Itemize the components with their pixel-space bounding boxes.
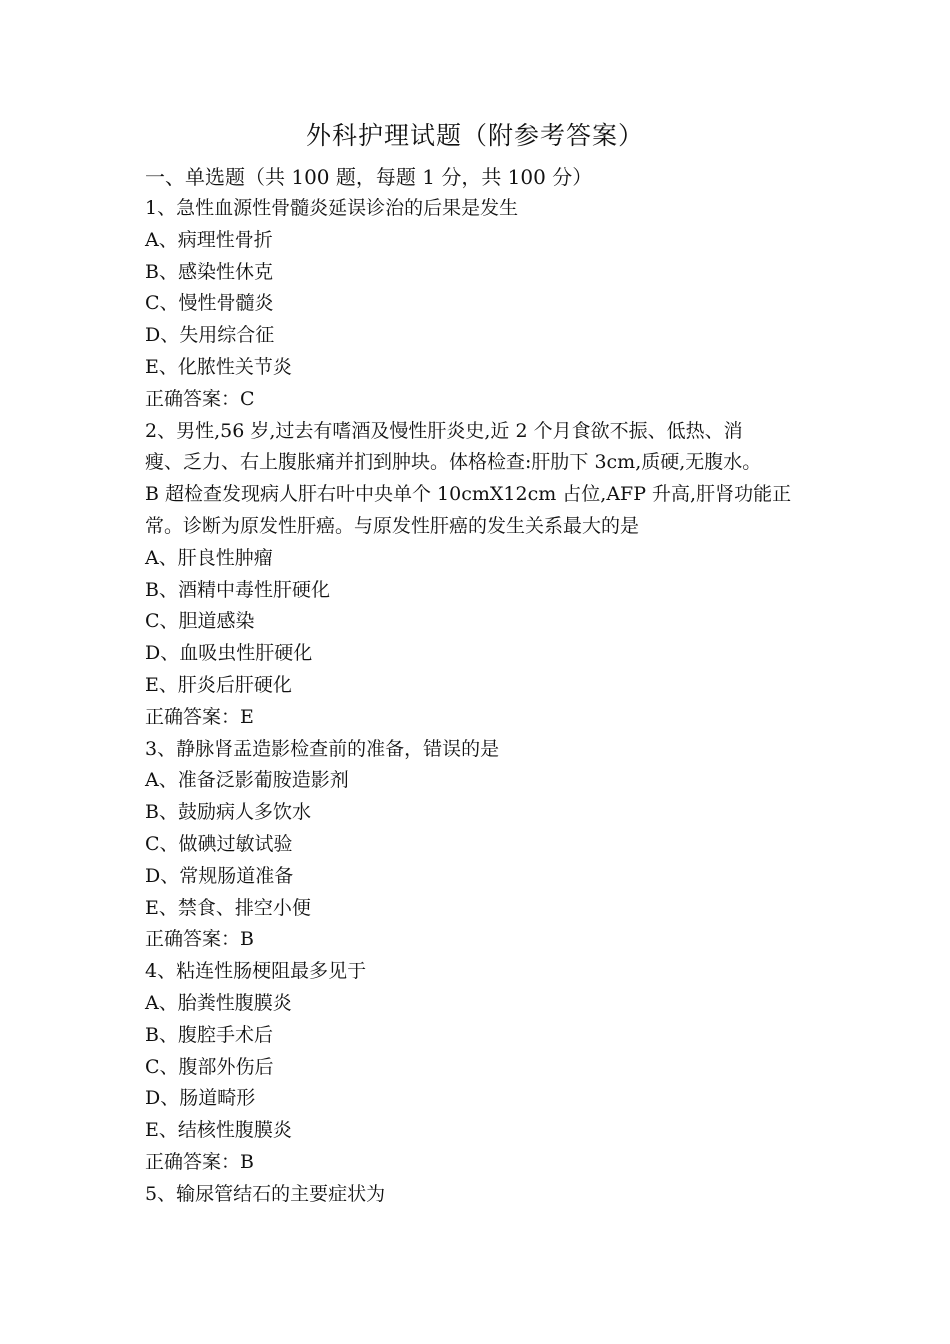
question-stem: 4、粘连性肠梗阻最多见于 <box>145 960 367 983</box>
option-b: B、感染性休克 <box>145 260 273 283</box>
option-b: B、鼓励病人多饮水 <box>145 801 311 824</box>
option-c: C、胆道感染 <box>145 610 255 633</box>
option-c: C、腹部外伤后 <box>145 1055 274 1078</box>
question-5 <box>145 1179 835 1211</box>
option-b: B、酒精中毒性肝硬化 <box>145 578 330 601</box>
option-b: B、腹腔手术后 <box>145 1023 273 1046</box>
question-stem-line: 2、男性,56 岁,过去有嗜酒及慢性肝炎史,近 2 个月食欲不振、低热、消 <box>145 419 743 442</box>
correct-answer: 正确答案：C <box>145 387 255 410</box>
option-d: D、失用综合征 <box>145 324 275 347</box>
question-stem: 3、静脉肾盂造影检查前的准备，错误的是 <box>145 737 500 760</box>
question-stem: 5、输尿管结石的主要症状为 <box>145 1182 386 1205</box>
question-1 <box>145 193 835 416</box>
document-title: 外科护理试题（附参考答案） <box>305 121 644 150</box>
option-a: A、准备泛影葡胺造影剂 <box>145 769 349 792</box>
option-c: C、做碘过敏试验 <box>145 832 293 855</box>
option-e: E、化脓性关节炎 <box>145 355 292 378</box>
option-d: D、肠道畸形 <box>145 1087 256 1110</box>
option-a: A、病理性骨折 <box>145 228 273 251</box>
question-stem-line: 瘦、乏力、右上腹胀痛并扪到肿块。体格检查:肝肋下 3cm,质硬,无腹水。 <box>145 451 762 474</box>
correct-answer: 正确答案：B <box>145 928 254 951</box>
option-e: E、禁食、排空小便 <box>145 896 311 919</box>
option-d: D、常规肠道准备 <box>145 864 294 887</box>
question-3 <box>145 734 835 957</box>
document-body <box>145 161 835 1211</box>
question-stem-line: B 超检查发现病人肝右叶中央单个 10cmX12cm 占位,AFP 升高,肝肾功能正 <box>145 483 792 506</box>
option-e: E、肝炎后肝硬化 <box>145 673 292 696</box>
question-4 <box>145 956 835 1179</box>
option-a: A、肝良性肿瘤 <box>145 546 273 569</box>
option-c: C、慢性骨髓炎 <box>145 292 274 315</box>
section-heading: 一、单选题（共 100 题，每题 1 分，共 100 分） <box>145 165 593 189</box>
option-e: E、结核性腹膜炎 <box>145 1119 292 1142</box>
option-d: D、血吸虫性肝硬化 <box>145 642 313 665</box>
option-a: A、胎粪性腹膜炎 <box>145 991 292 1014</box>
correct-answer: 正确答案：E <box>145 705 254 728</box>
question-2 <box>145 416 835 734</box>
question-stem-line: 常。诊断为原发性肝癌。与原发性肝癌的发生关系最大的是 <box>145 514 640 537</box>
correct-answer: 正确答案：B <box>145 1150 254 1173</box>
question-stem: 1、急性血源性骨髓炎延误诊治的后果是发生 <box>145 197 519 219</box>
